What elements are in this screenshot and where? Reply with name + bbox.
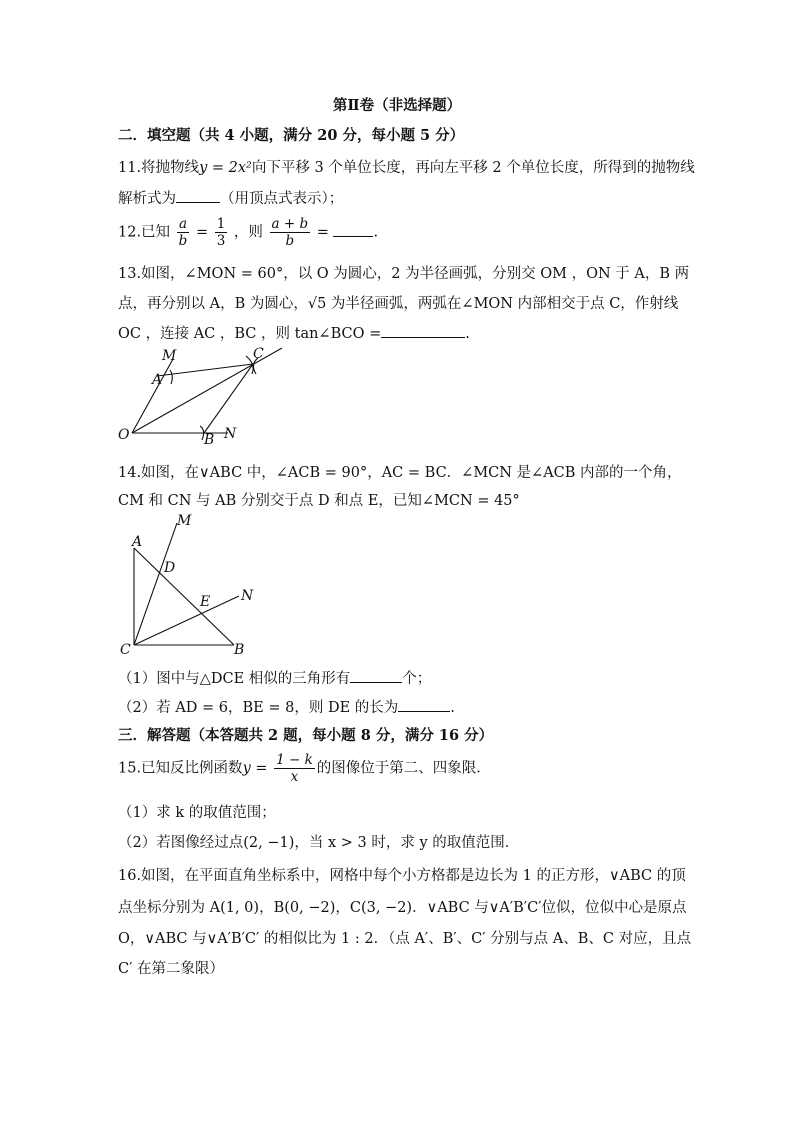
q15-suffix: 的图像位于第二、四象限． <box>316 760 491 777</box>
arc-mark-a <box>170 370 172 384</box>
question-15-sub-2: （2）若图像经过点(2, −1)，当 x > 3 时，求 y 的取值范围． <box>118 835 520 851</box>
q15-prefix: 15.已知反比例函数 <box>118 760 243 777</box>
question-13-line-1: 13.如图，∠MON = 60°，以 O 为圆心，2 为半径画弧，分别交 OM ，ON 于 A，B 两 <box>118 266 690 282</box>
question-15 <box>118 752 491 785</box>
answer-blank <box>398 699 450 712</box>
label-o: O <box>118 427 130 443</box>
label-a: A <box>132 534 143 550</box>
answer-blank <box>350 670 402 683</box>
q11-text-a: 11.将抛物线 <box>118 160 200 176</box>
q12-fraction-one-third: $\frac{1}{3}$ <box>216 216 226 249</box>
q12-equals: = <box>195 224 209 241</box>
question-14-line-1: 14.如图，在∨ABC 中，∠ACB = 90°，AC = BC．∠MCN 是∠ACB 内部的一个角， <box>118 465 682 481</box>
label-a: A <box>152 372 163 388</box>
answer-blank <box>176 190 220 203</box>
label-c: C <box>120 642 131 658</box>
q12-fraction-a-over-b: $\frac{a}{b}$ <box>178 216 188 249</box>
ray-cn <box>134 596 239 645</box>
q11-text-b: 向下平移 3 个单位长度，再向左平移 2 个单位长度，所得到的抛物线 <box>251 160 695 176</box>
q12-then: ，则 <box>233 224 263 241</box>
q11-text-d: （用顶点式表示）； <box>220 191 344 207</box>
label-b: B <box>234 642 245 658</box>
answer-blank <box>381 325 465 338</box>
q13-construction-figure <box>110 342 295 446</box>
label-m: M <box>177 513 192 529</box>
label-n: N <box>224 426 237 442</box>
question-16-line-1: 16.如图，在平面直角坐标系中，网格中每个小方格都是边长为 1 的正方形，∨ABC 的顶 <box>118 868 686 884</box>
label-d: D <box>164 560 176 576</box>
question-11-line-2 <box>118 187 343 208</box>
section-title: 第Ⅱ卷（非选择题） <box>332 97 462 114</box>
side-ab <box>134 548 234 645</box>
question-16-line-2: 点坐标分别为 A(1, 0)，B(0, −2)，C(3, −2)．∨ABC 与∨A′B′C′位似，位似中心是原点 <box>118 900 687 916</box>
question-11-line-1 <box>118 156 695 177</box>
q12-period: . <box>373 224 379 241</box>
q13-period: . <box>465 326 470 342</box>
segment-bc <box>204 364 253 433</box>
label-n: N <box>241 588 254 604</box>
q11-expression: y = 2x² <box>199 160 252 176</box>
question-14-sub-1 <box>118 667 431 688</box>
question-12 <box>118 216 378 249</box>
question-16-line-4: C′ 在第二象限） <box>118 961 224 977</box>
q12-prefix: 12.已知 <box>118 224 171 241</box>
q12-equals-2: = <box>316 224 329 241</box>
question-14-line-2: CM 和 CN 与 AB 分别交于点 D 和点 E，已知∠MCN = 45° <box>118 493 520 509</box>
section-heading-solutions: 三．解答题（本答题共 2 题，每小题 8 分，满分 16 分） <box>118 727 494 744</box>
label-c: C <box>253 346 264 362</box>
answer-blank <box>333 224 373 237</box>
q13-text: OC ，连接 AC ，BC ，则 tan∠BCO = <box>118 326 382 342</box>
q14-triangle-figure <box>112 508 262 658</box>
label-e: E <box>200 594 211 610</box>
q14-sub1-end: 个； <box>402 671 432 687</box>
section-heading-fill-in: 二．填空题（共 4 小题，满分 20 分，每小题 5 分） <box>118 127 465 144</box>
q15-y-equals: y = <box>242 760 268 777</box>
question-15-sub-1: （1）求 k 的取值范围； <box>118 805 276 821</box>
question-13-line-2: 点，再分别以 A，B 为圆心，√5 为半径画弧，两弧在∠MON 内部相交于点 C，作射线 <box>118 296 679 312</box>
q15-fraction: $\frac{1 - k}{x}$ <box>276 752 313 785</box>
q14-sub2-end: . <box>450 700 455 716</box>
q11-text-c: 解析式为 <box>118 191 176 207</box>
q12-fraction-sum: $\frac{a + b}{b}$ <box>271 216 309 249</box>
question-13-line-3 <box>118 322 470 343</box>
q14-sub2-text: （2）若 AD = 6，BE = 8，则 DE 的长为 <box>118 700 399 716</box>
label-b: B <box>204 432 215 446</box>
label-m: M <box>162 348 177 364</box>
question-16-line-3: O，∨ABC 与∨A′B′C′ 的相似比为 1 : 2．（点 A′、B′、C′ 分别与点 A、B、C 对应，且点 <box>118 931 692 947</box>
q14-sub1-text: （1）图中与△DCE 相似的三角形有 <box>118 671 351 687</box>
question-14-sub-2 <box>118 696 455 717</box>
